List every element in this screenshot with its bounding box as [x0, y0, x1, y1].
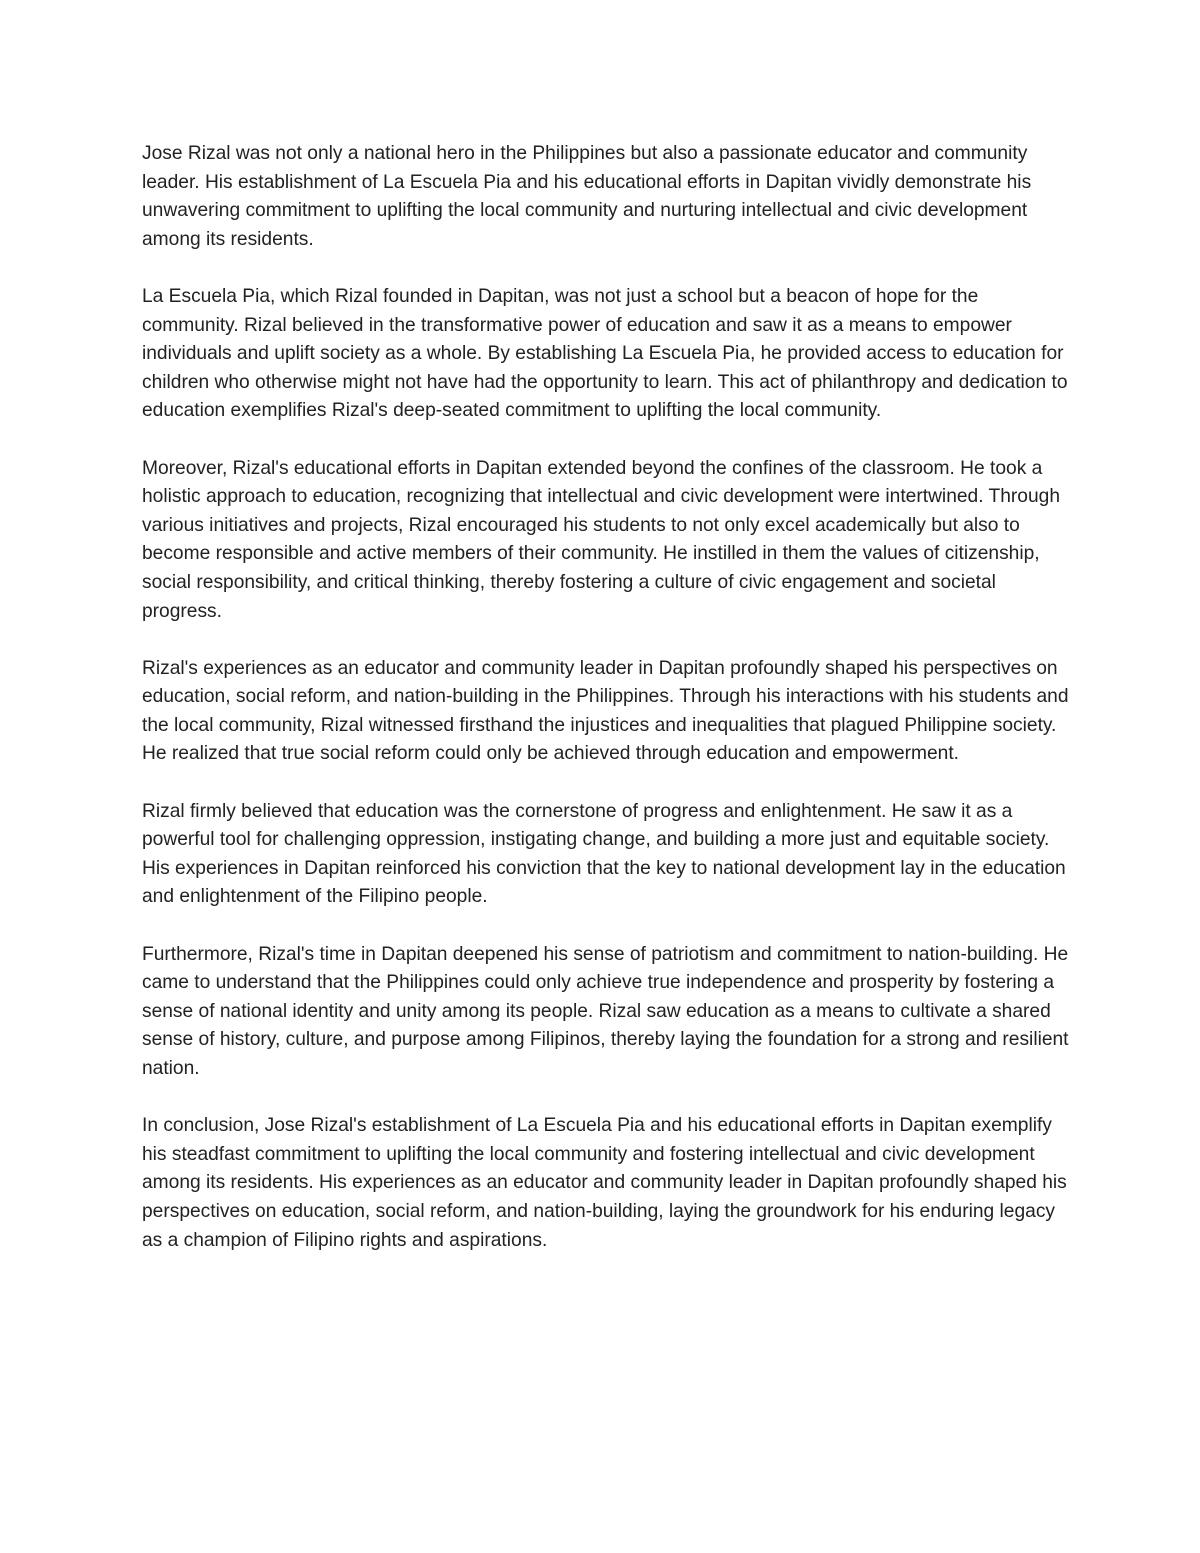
document-body — [142, 140, 1072, 1284]
paragraph-conclusion: In conclusion, Jose Rizal's establishment of La Escuela Pia and his educational efforts in Dapitan exemplify his steadfast commitment to uplifting the local community and fostering intellectual and civic development among its residents. His experiences as an educator and community leader in Dapitan profoundly shaped his perspectives on education, social reform, and nation-building, laying the groundwork for his enduring legacy as a champion of Filipino rights and aspirations. — [142, 1115, 1067, 1251]
paragraph-educational-efforts: Moreover, Rizal's educational efforts in Dapitan extended beyond the confines of the classroom. He took a holistic approach to education, recognizing that intellectual and civic development were intertwined. Through various initiatives and projects, Rizal encouraged his students to not only excel academically but also to become responsible and active members of their community. He instilled in them the values of citizenship, social responsibility, and critical thinking, thereby fostering a culture of civic engagement and societal progress. — [142, 457, 1060, 622]
paragraph-patriotism: Furthermore, Rizal's time in Dapitan deepened his sense of patriotism and commitment to nation-building. He came to understand that the Philippines could only achieve true independence and prosperity by fostering a sense of national identity and unity among its people. Rizal saw education as a means to cultivate a shared sense of history, culture, and purpose among Filipinos, thereby laying the foundation for a strong and resilient nation. — [142, 943, 1069, 1079]
paragraph-education-belief: Rizal firmly believed that education was the cornerstone of progress and enlightenment. He saw it as a powerful tool for challenging oppression, instigating change, and building a more just and equitable society. His experiences in Dapitan reinforced his conviction that the key to national development lay in the education and enlightenment of the Filipino people. — [142, 800, 1066, 908]
paragraph-escuela-pia: La Escuela Pia, which Rizal founded in Dapitan, was not just a school but a beacon of hope for the community. Rizal believed in the transformative power of education and saw it as a means to empower individuals and uplift society as a whole. By establishing La Escuela Pia, he provided access to education for children who otherwise might not have had the opportunity to learn. This act of philanthropy and dedication to education exemplifies Rizal's deep-seated commitment to uplifting the local community. — [142, 285, 1068, 422]
paragraph-intro: Jose Rizal was not only a national hero in the Philippines but also a passionate educator and community leader. His establishment of La Escuela Pia and his educational efforts in Dapitan vividly demonstrate his unwavering commitment to uplifting the local community and nurturing intellectual and civic development among its residents. — [142, 143, 1032, 250]
paragraph-experiences: Rizal's experiences as an educator and community leader in Dapitan profoundly shaped his perspectives on education, social reform, and nation-building in the Philippines. Through his interactions with his students and the local community, Rizal witnessed firsthand the injustices and inequalities that plagued Philippine society. He realized that true social reform could only be achieved through education and empowerment. — [142, 657, 1069, 765]
